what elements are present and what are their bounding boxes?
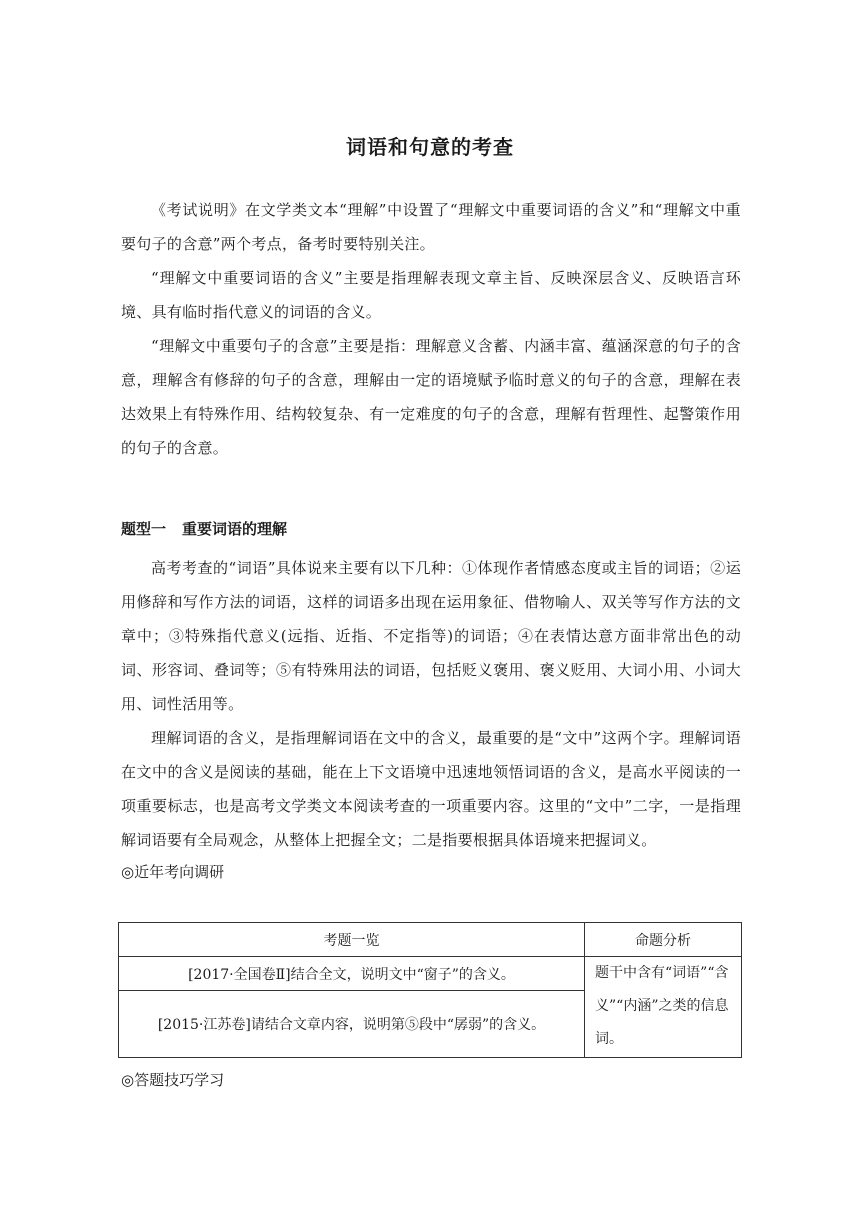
section-heading: [121, 514, 741, 544]
header-questions: 考题一览: [119, 923, 585, 957]
intro-paragraph: “理解文中重要词语的含义”主要是指理解表现文章主旨、反映深层含义、反映语言环境、具有临时指代意义的词语的含义。: [121, 269, 741, 321]
page-title: 词语和句意的考查: [346, 135, 514, 159]
intro-section: [121, 193, 741, 465]
question-cell: [2015·江苏卷]请结合文章内容，说明第⑤段中“孱弱”的含义。: [119, 991, 585, 1058]
section-body: [121, 551, 741, 887]
survey-marker: ◎近年考向调研: [121, 863, 225, 881]
tips-marker: ◎答题技巧学习: [121, 1071, 225, 1089]
section-label: 题型一: [121, 520, 167, 538]
intro-paragraph: “理解文中重要句子的含意”主要是指：理解意义含蓄、内涵丰富、蕴涵深意的句子的含意，理解含有修辞的句子的含意，理解由一定的语境赋予临时意义的句子的含意，理解在表达效果上有特殊作用、结构较复杂、有一定难度的句子的含意，理解有哲理性、起警策作用的句子的含意。: [121, 337, 741, 457]
analysis-cell: 题干中含有“词语”“含义”“内涵”之类的信息词。: [585, 957, 742, 1058]
body-paragraph: 理解词语的含义，是指理解词语在文中的含义，最重要的是“文中”这两个字。理解词语在文中的含义是阅读的基础，能在上下文语境中迅速地领悟词语的含义，是高水平阅读的一项重要标志，也是高考文学类文本阅读考查的一项重要内容。这里的“文中”二字，一是指理解词语要有全局观念，从整体上把握全文；二是指要根据具体语境来把握词义。: [121, 729, 741, 849]
exam-survey-table: [118, 922, 742, 1058]
body-paragraph: 高考考查的“词语”具体说来主要有以下几种：①体现作者情感态度或主旨的词语；②运用修辞和写作方法的词语，这样的词语多出现在运用象征、借物喻人、双关等写作方法的文章中；③特殊指代意义(远指、近指、不定指等)的词语；④在表情达意方面非常出色的动词、形容词、叠词等；⑤有特殊用法的词语，包括贬义褒用、褒义贬用、大词小用、小词大用、词性活用等。: [121, 559, 741, 713]
section-title: 重要词语的理解: [182, 520, 288, 538]
intro-paragraph: 《考试说明》在文学类文本“理解”中设置了“理解文中重要词语的含义”和“理解文中重要句子的含意”两个考点，备考时要特别关注。: [121, 201, 741, 253]
tips-section: [121, 1065, 741, 1095]
question-cell: [2017·全国卷Ⅱ]结合全文，说明文中“窗子”的含义。: [119, 957, 585, 991]
table-row: [119, 957, 742, 991]
table-header-row: [119, 923, 742, 957]
header-analysis: 命题分析: [585, 923, 742, 957]
